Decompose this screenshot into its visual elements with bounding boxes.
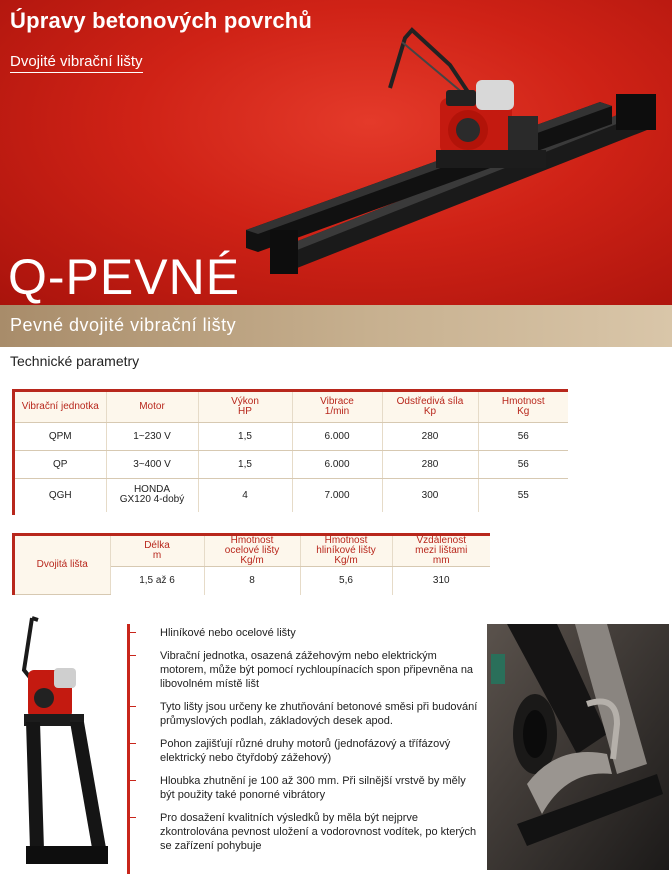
cell-motor: 3~400 V <box>106 450 198 478</box>
table-header-row <box>15 536 490 567</box>
header-cell: Odstředivá síla Kp <box>382 392 478 422</box>
page-subtitle: Dvojité vibrační lišty <box>10 53 143 73</box>
list-marker <box>128 655 136 656</box>
clamp-detail-photo <box>487 624 669 870</box>
table-row <box>15 478 568 512</box>
hero-banner <box>0 0 672 305</box>
cell-weight: 55 <box>517 489 529 501</box>
list-marker <box>128 817 136 818</box>
header-cell: Vzdálenost mezi lištami mm <box>392 536 490 567</box>
header-cell: Délka m <box>110 536 204 567</box>
screed-machine-image <box>240 20 672 290</box>
header-cell: Hmotnost hliníkové lišty Kg/m <box>300 536 392 567</box>
cell-unit: QGH <box>15 478 106 512</box>
cell-length: 1,5 až 6 <box>110 567 204 595</box>
table-header-row <box>15 392 568 422</box>
row-label: Dvojitá lišta <box>15 536 110 595</box>
cell-force: 280 <box>382 422 478 450</box>
cell-power: 4 <box>198 478 292 512</box>
machine-photo-side <box>10 610 113 870</box>
list-item: Tyto lišty jsou určeny ke zhutňování betonové směsi při budování průmyslových podlah, základových desek apod. <box>160 700 480 728</box>
list-marker <box>128 632 136 633</box>
list-item: Pro dosažení kvalitních výsledků by měla být nejprve zkontrolována pevnost uložení a vodorovnost vodítek, po kterých se zařízení pohybuje <box>160 811 480 853</box>
cell-aluminium-weight: 5,6 <box>300 567 392 595</box>
list-marker <box>128 780 136 781</box>
table-row <box>15 450 568 478</box>
features-accent-bar <box>127 624 130 874</box>
list-item: Pohon zajišťují různé druhy motorů (jednofázový a třífázový elektrický nebo čtyřdobý zážehový) <box>160 737 480 765</box>
cell-force: 300 <box>382 478 478 512</box>
cell-weight: 56 <box>478 450 568 478</box>
list-marker <box>128 743 136 744</box>
cell-vibration: 6.000 <box>292 422 382 450</box>
cell-vibration: 6.000 <box>292 450 382 478</box>
cell-force: 280 <box>382 450 478 478</box>
cell-power: 1,5 <box>198 422 292 450</box>
header-cell: Hmotnost Kg <box>478 392 568 422</box>
page-title: Úpravy betonových povrchů <box>10 8 313 33</box>
cell-steel-weight: 8 <box>204 567 300 595</box>
cell-motor: 1~230 V <box>106 422 198 450</box>
cell-weight: 56 <box>478 422 568 450</box>
header-cell: Hmotnost ocelové lišty Kg/m <box>204 536 300 567</box>
product-description: Pevné dvojité vibrační lišty <box>10 315 237 335</box>
header-cell: Vibrační jednotka <box>15 392 106 422</box>
header-cell: Výkon HP <box>198 392 292 422</box>
header-cell: Motor <box>106 392 198 422</box>
cell-power: 1,5 <box>198 450 292 478</box>
spec-table-double-screed <box>15 536 490 595</box>
cell-rail-spacing: 310 <box>432 575 450 587</box>
list-item: Vibrační jednotka, osazená zážehovým nebo elektrickým motorem, může být pomocí rychloupínacích spon připevněna na libovolném místě lišt <box>160 649 480 691</box>
feature-list <box>160 626 480 862</box>
model-name: Q-PEVNÉ <box>8 249 241 305</box>
cell-unit: QPM <box>15 422 106 450</box>
cell-vibration: 7.000 <box>292 478 382 512</box>
cell-motor: HONDA GX120 4-dobý <box>106 478 198 512</box>
header-cell: Vibrace 1/min <box>292 392 382 422</box>
cell-unit: QP <box>15 450 106 478</box>
section-heading: Technické parametry <box>10 353 140 369</box>
list-marker <box>128 706 136 707</box>
product-band <box>0 305 672 347</box>
table-row <box>15 422 568 450</box>
list-item: Hliníkové nebo ocelové lišty <box>160 626 480 640</box>
list-item: Hloubka zhutnění je 100 až 300 mm. Při silnější vrstvě by měly být použity také ponorné vibrátory <box>160 774 480 802</box>
